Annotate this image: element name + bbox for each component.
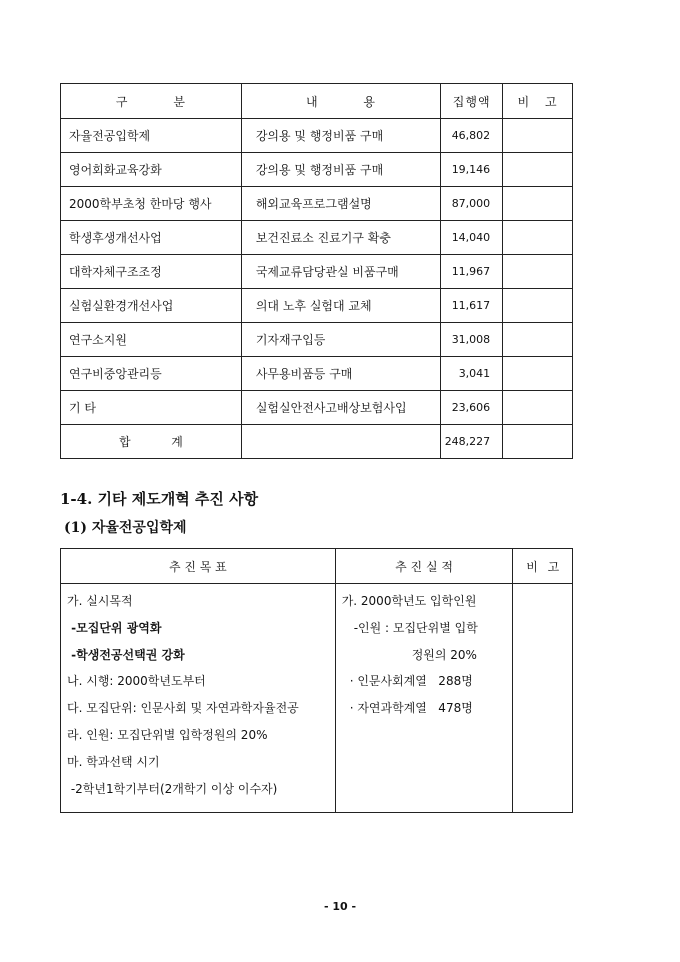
header-content: 내 용 bbox=[241, 84, 440, 119]
total-label-left: 합 bbox=[119, 435, 131, 449]
budget-row bbox=[61, 357, 573, 391]
result-line: · 인문사회계열 288명 bbox=[349, 674, 473, 689]
total-content bbox=[241, 425, 440, 459]
row-content: 강의용 및 행정비품 구매 bbox=[241, 119, 440, 153]
row-content: 국제교류담당관실 비품구매 bbox=[241, 255, 440, 289]
row-category: 기 타 bbox=[61, 391, 242, 425]
row-amount: 11,617 bbox=[441, 289, 503, 323]
row-amount: 87,000 bbox=[441, 187, 503, 221]
row-amount: 19,146 bbox=[441, 153, 503, 187]
reform-table bbox=[60, 548, 573, 813]
row-category: 2000학부초청 한마당 행사 bbox=[61, 187, 242, 221]
budget-row bbox=[61, 153, 573, 187]
row-content: 해외교육프로그램설명 bbox=[241, 187, 440, 221]
goal-line: -2학년1학기부터(2개학기 이상 이수자) bbox=[67, 781, 278, 796]
row-note bbox=[503, 323, 573, 357]
row-category: 학생후생개선사업 bbox=[61, 221, 242, 255]
row-amount: 31,008 bbox=[441, 323, 503, 357]
row-amount: 3,041 bbox=[441, 357, 503, 391]
budget-table bbox=[60, 83, 573, 459]
budget-header-row bbox=[61, 84, 573, 119]
row-category: 영어회화교육강화 bbox=[61, 153, 242, 187]
header-reform-note: 비 고 bbox=[513, 549, 573, 584]
budget-row bbox=[61, 221, 573, 255]
total-label-right: 계 bbox=[171, 435, 183, 449]
reform-note-cell bbox=[513, 584, 573, 813]
budget-row bbox=[61, 187, 573, 221]
header-category: 구 분 bbox=[61, 84, 242, 119]
row-amount: 46,802 bbox=[441, 119, 503, 153]
goal-line: 마. 학과선택 시기 bbox=[67, 754, 160, 769]
row-amount: 23,606 bbox=[441, 391, 503, 425]
goal-cell bbox=[61, 584, 336, 813]
row-note bbox=[503, 187, 573, 221]
header-goal: 추 진 목 표 bbox=[61, 549, 336, 584]
reform-row bbox=[61, 584, 573, 813]
goal-line: 나. 시행: 2000학년도부터 bbox=[67, 674, 206, 689]
row-content: 실험실안전사고배상보험사입 bbox=[241, 391, 440, 425]
row-content: 기자재구입등 bbox=[241, 323, 440, 357]
result-line: -인원 : 모집단위별 입학 bbox=[353, 620, 478, 635]
budget-row bbox=[61, 391, 573, 425]
goal-line: 라. 인원: 모집단위별 입학정원의 20% bbox=[67, 727, 268, 742]
row-category: 실험실환경개선사업 bbox=[61, 289, 242, 323]
section-title: 1-4. 기타 제도개혁 추진 사항 bbox=[60, 490, 259, 508]
total-amount: 248,227 bbox=[441, 425, 503, 459]
row-note bbox=[503, 119, 573, 153]
budget-body bbox=[61, 119, 573, 425]
row-note bbox=[503, 153, 573, 187]
result-cell bbox=[335, 584, 513, 813]
total-note bbox=[503, 425, 573, 459]
goal-line: 가. 실시목적 bbox=[67, 594, 133, 608]
row-content: 의대 노후 실험대 교체 bbox=[241, 289, 440, 323]
row-note bbox=[503, 255, 573, 289]
row-note bbox=[503, 357, 573, 391]
row-content: 보건진료소 진료기구 확충 bbox=[241, 221, 440, 255]
budget-row bbox=[61, 289, 573, 323]
result-line: 가. 2000학년도 입학인원 bbox=[341, 594, 477, 608]
row-category: 자율전공입학제 bbox=[61, 119, 242, 153]
goal-line: -학생전공선택권 강화 bbox=[67, 647, 185, 662]
total-row bbox=[61, 425, 573, 459]
row-content: 사무용비품등 구매 bbox=[241, 357, 440, 391]
row-category: 대학자체구조조정 bbox=[61, 255, 242, 289]
reform-header-row bbox=[61, 549, 573, 584]
header-result: 추 진 실 적 bbox=[335, 549, 513, 584]
result-line: 정원의 20% bbox=[411, 647, 477, 662]
row-note bbox=[503, 289, 573, 323]
budget-row bbox=[61, 323, 573, 357]
row-content: 강의용 및 행정비품 구매 bbox=[241, 153, 440, 187]
page-number: - 10 - bbox=[323, 900, 357, 913]
budget-row bbox=[61, 255, 573, 289]
row-amount: 11,967 bbox=[441, 255, 503, 289]
header-amount: 집행액 bbox=[441, 84, 503, 119]
budget-row bbox=[61, 119, 573, 153]
row-category: 연구소지원 bbox=[61, 323, 242, 357]
row-note bbox=[503, 221, 573, 255]
section-subtitle: (1) 자율전공입학제 bbox=[64, 520, 187, 536]
total-label bbox=[61, 425, 242, 459]
result-line: · 자연과학계열 478명 bbox=[349, 701, 473, 716]
goal-line: -모집단위 광역화 bbox=[67, 620, 162, 635]
row-amount: 14,040 bbox=[441, 221, 503, 255]
row-note bbox=[503, 391, 573, 425]
row-category: 연구비중앙관리등 bbox=[61, 357, 242, 391]
goal-line: 다. 모집단위: 인문사회 및 자연과학자율전공 bbox=[67, 701, 299, 716]
header-note: 비 고 bbox=[503, 84, 573, 119]
